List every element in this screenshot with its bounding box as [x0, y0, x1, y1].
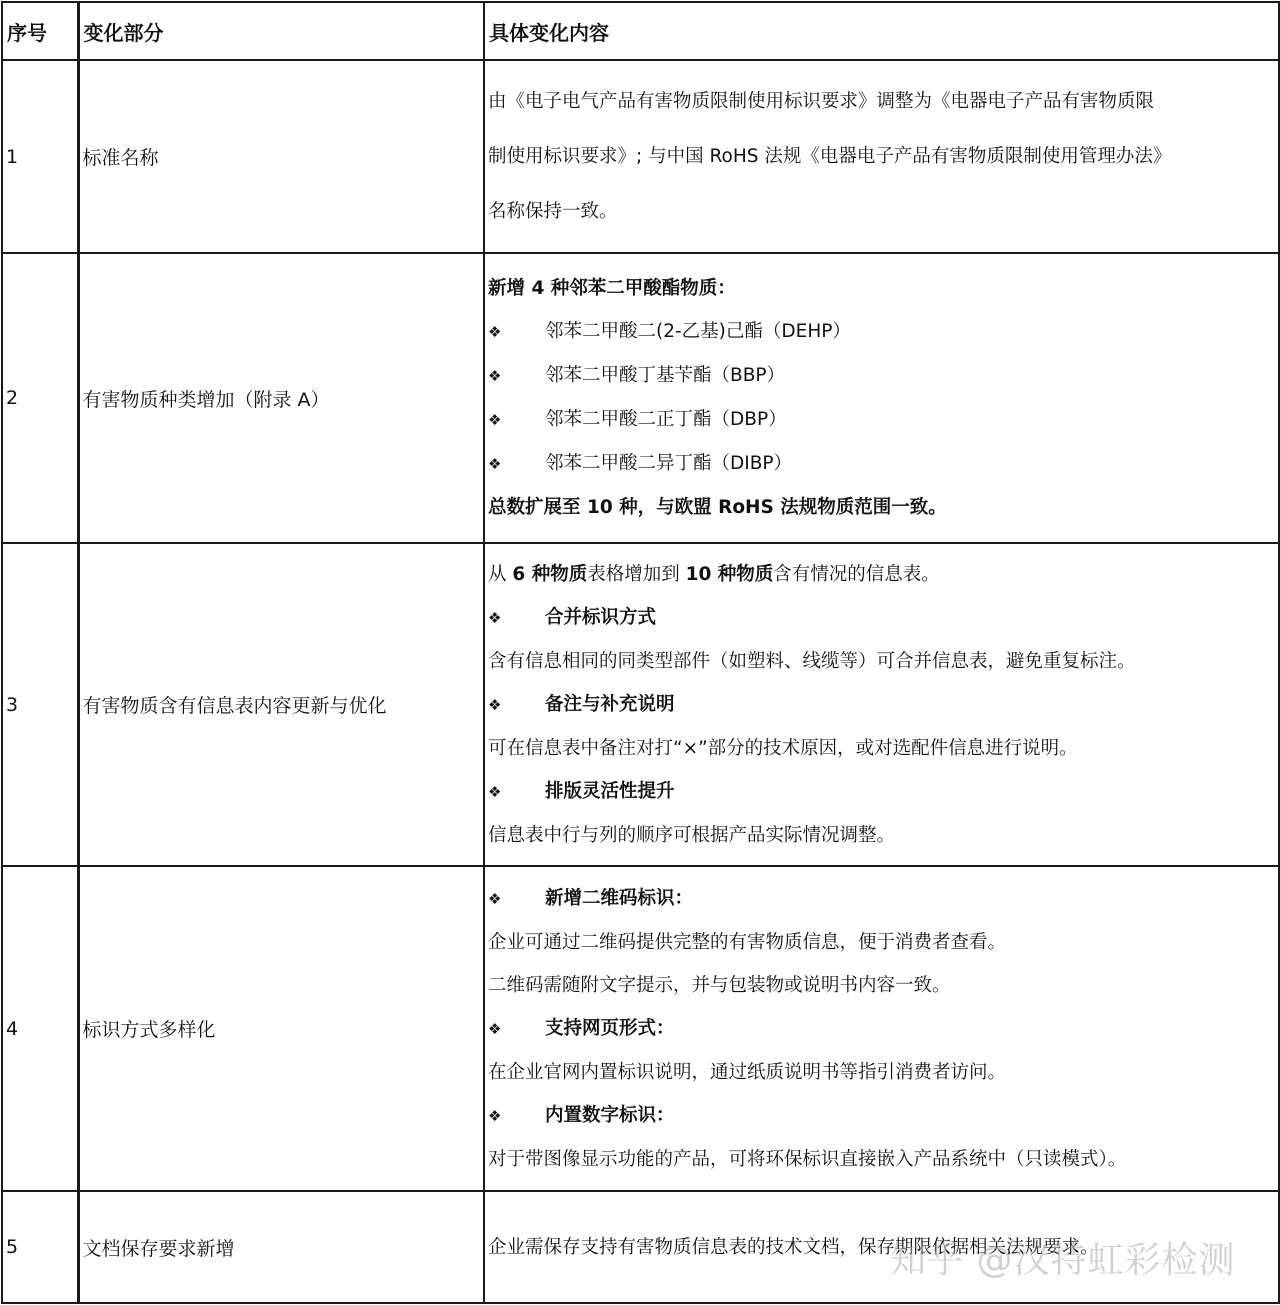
row-number: 2 — [2, 253, 78, 543]
detail-bullet-item: ❖ 邻苯二甲酸丁基苄酯（BBP） — [488, 354, 1278, 398]
change-part: 有害物质含有信息表内容更新与优化 — [78, 543, 484, 866]
detail-line: 可在信息表中备注对打“×”部分的技术原因，或对选配件信息进行说明。 — [488, 737, 1078, 759]
watermark: 知乎 @汉特虹彩检测 — [890, 1240, 1236, 1281]
diamond-bullet-icon: ❖ — [488, 782, 502, 801]
header-detail: 具体变化内容 — [484, 2, 1279, 60]
row-number: 5 — [2, 1191, 78, 1303]
detail-bullet-heading: ❖ 备注与补充说明 — [488, 683, 1278, 727]
detail-line: 名称保持一致。 — [488, 201, 618, 222]
diamond-bullet-icon: ❖ — [488, 889, 502, 908]
detail-line: 含有信息相同的同类型部件（如塑料、线缆等）可合并信息表，避免重复标注。 — [488, 650, 1136, 672]
detail-bullet-heading: ❖ 新增二维码标识： — [488, 877, 1278, 921]
change-detail — [484, 253, 1279, 543]
table-row — [2, 543, 1279, 866]
change-detail — [484, 60, 1279, 253]
change-part: 标识方式多样化 — [78, 866, 484, 1191]
change-part: 文档保存要求新增 — [78, 1191, 484, 1303]
detail-heading: 新增 4 种邻苯二甲酸酯物质： — [488, 278, 736, 299]
diamond-bullet-icon: ❖ — [488, 411, 502, 429]
detail-line: 由《电子电气产品有害物质限制使用标识要求》调整为《电器电子产品有害物质限 — [488, 91, 1155, 112]
detail-line: 二维码需随附文字提示，并与包装物或说明书内容一致。 — [488, 974, 951, 996]
detail-line: 在企业官网内置标识说明，通过纸质说明书等指引消费者访问。 — [488, 1061, 1007, 1083]
diamond-bullet-icon: ❖ — [488, 323, 502, 341]
diamond-bullet-icon: ❖ — [488, 695, 502, 714]
diamond-bullet-icon: ❖ — [488, 455, 502, 473]
change-part: 有害物质种类增加（附录 A） — [78, 253, 484, 543]
detail-bullet-heading: ❖ 支持网页形式： — [488, 1007, 1278, 1051]
change-detail — [484, 866, 1279, 1191]
row-number: 4 — [2, 866, 78, 1191]
detail-line: 信息表中行与列的顺序可根据产品实际情况调整。 — [488, 824, 896, 846]
detail-intro: 从 6 种物质表格增加到 10 种物质含有情况的信息表。 — [488, 563, 940, 585]
detail-bullet-item: ❖ 邻苯二甲酸二正丁酯（DBP） — [488, 398, 1278, 442]
header-part: 变化部分 — [78, 2, 484, 60]
header-no: 序号 — [2, 2, 78, 60]
row-number: 3 — [2, 543, 78, 866]
detail-bullet-heading: ❖ 内置数字标识： — [488, 1094, 1278, 1138]
change-detail — [484, 1191, 1279, 1303]
detail-bullet-item: ❖ 邻苯二甲酸二异丁酯（DIBP） — [488, 442, 1278, 486]
change-part: 标准名称 — [78, 60, 484, 253]
header-row — [2, 2, 1279, 60]
table-row — [2, 1191, 1279, 1303]
table-row — [2, 60, 1279, 253]
detail-bullet-item: ❖ 邻苯二甲酸二(2-乙基)己酯（DEHP） — [488, 310, 1278, 354]
table-row — [2, 253, 1279, 543]
detail-bullet-heading: ❖ 排版灵活性提升 — [488, 770, 1278, 814]
diamond-bullet-icon: ❖ — [488, 367, 502, 385]
detail-bullet-heading: ❖ 合并标识方式 — [488, 596, 1278, 640]
diamond-bullet-icon: ❖ — [488, 1106, 502, 1125]
detail-line: 企业可通过二维码提供完整的有害物质信息，便于消费者查看。 — [488, 931, 1007, 953]
changes-table — [1, 1, 1280, 1304]
detail-line: 制使用标识要求》; 与中国 RoHS 法规《电器电子产品有害物质限制使用管理办法》 — [488, 146, 1172, 167]
table-row — [2, 866, 1279, 1191]
diamond-bullet-icon: ❖ — [488, 608, 502, 627]
row-number: 1 — [2, 60, 78, 253]
detail-line: 对于带图像显示功能的产品，可将环保标识直接嵌入产品系统中（只读模式）。 — [488, 1148, 1127, 1170]
detail-line: 企业需保存支持有害物质信息表的技术文档，保存期限依据相关法规要求。 — [488, 1236, 1099, 1258]
change-detail — [484, 543, 1279, 866]
diamond-bullet-icon: ❖ — [488, 1019, 502, 1038]
detail-summary: 总数扩展至 10 种，与欧盟 RoHS 法规物质范围一致。 — [488, 497, 947, 518]
